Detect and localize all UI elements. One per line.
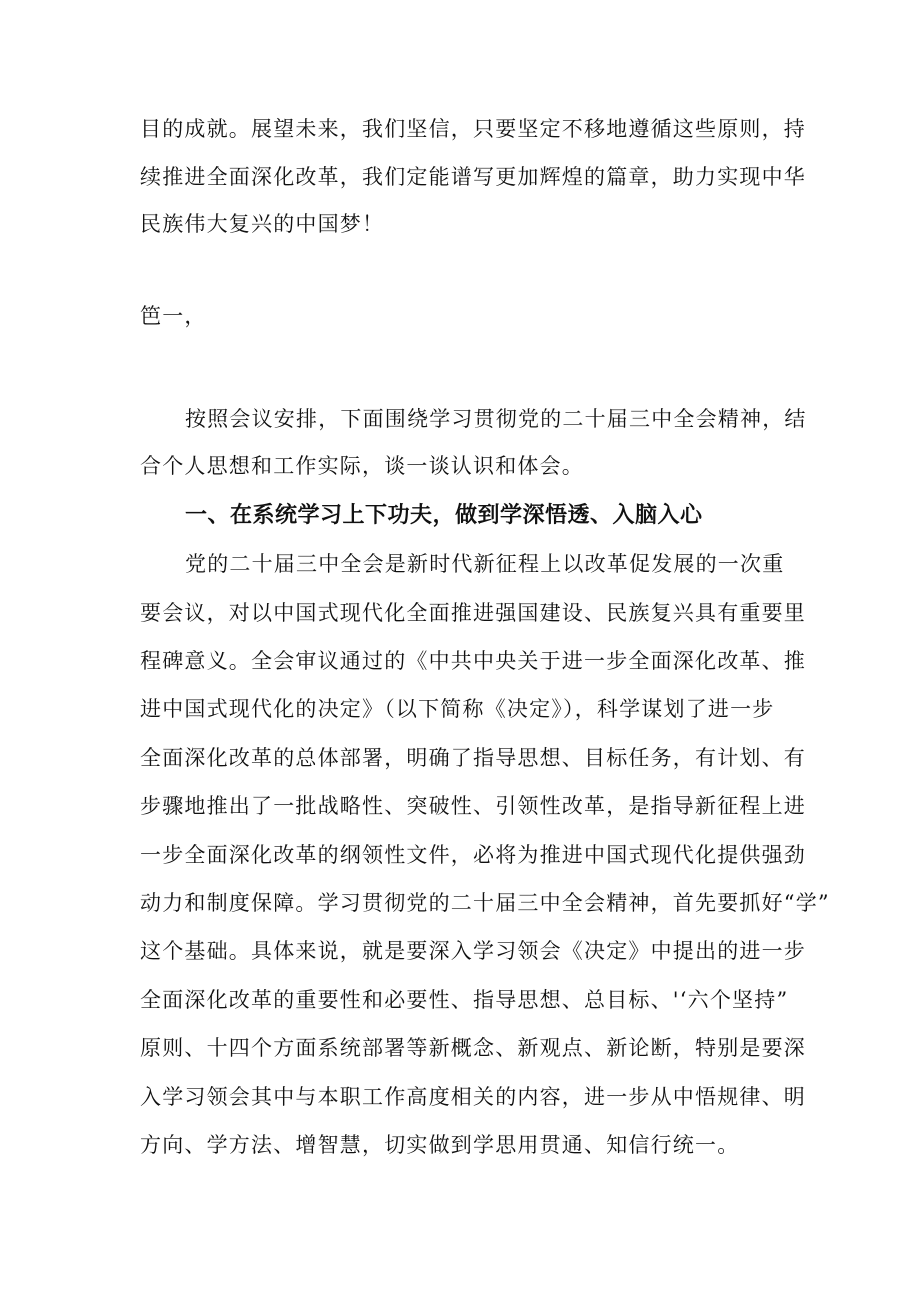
intro-line-1: 目的成就。展望未来，我们坚信，只要坚定不移地遵循这些原则，持 (140, 117, 806, 141)
body-line-13: 方向、学方法、增智慧，切实做到学思用贯通、知信行统一。 (140, 1133, 740, 1157)
body-line-12: 入学习领会其中与本职工作高度相关的内容，进一步从中悟规律、明 (140, 1085, 806, 1109)
opening-line-2: 合个人思想和工作实际，谈一谈认识和体会。 (140, 454, 584, 478)
body-line-3: 程碑意义。全会审议通过的《中共中央关于进一步全面深化改革、推 (140, 649, 806, 673)
body-line-9: 这个基础。具体来说，就是要深入学习领会《决定》中提出的进一步 (140, 939, 806, 963)
intro-line-3: 民族伟大复兴的中国梦！ (140, 212, 385, 236)
intro-line-2: 续推进全面深化改革，我们定能谱写更加辉煌的篇章，助力实现中华 (140, 165, 806, 189)
section-heading: 一、在系统学习上下功夫，做到学深悟透、入脑入心 (185, 503, 703, 528)
opening-line-1: 按照会议安排，下面围绕学习贯彻党的二十届三中全会精神，结 (185, 407, 807, 431)
body-line-5: 全面深化改革的总体部署，明确了指导思想、目标任务，有计划、有 (140, 746, 806, 770)
body-line-8: 动力和制度保障。学习贯彻党的二十届三中全会精神，首先要抓好“学” (140, 891, 830, 915)
body-line-4: 进中国式现代化的决定》（以下简称《决定》），科学谋划了进一步 (140, 697, 775, 721)
body-line-2: 要会议，对以中国式现代化全面推进强国建设、民族复兴具有重要里 (140, 601, 806, 625)
body-line-7: 一步全面深化改革的纲领性文件，必将为推进中国式现代化提供强劲 (140, 843, 806, 867)
section-label: 笆一， (140, 304, 207, 328)
body-line-1: 党的二十届三中全会是新时代新征程上以改革促发展的一次重 (185, 552, 785, 576)
body-line-10: 全面深化改革的重要性和必要性、指导思想、总目标、'‘六个坚持” (140, 988, 789, 1012)
body-line-11: 原则、十四个方面系统部署等新概念、新观点、新论断，特别是要深 (140, 1036, 806, 1060)
body-line-6: 步骤地推出了一批战略性、突破性、引领性改革，是指导新征程上进 (140, 794, 806, 818)
